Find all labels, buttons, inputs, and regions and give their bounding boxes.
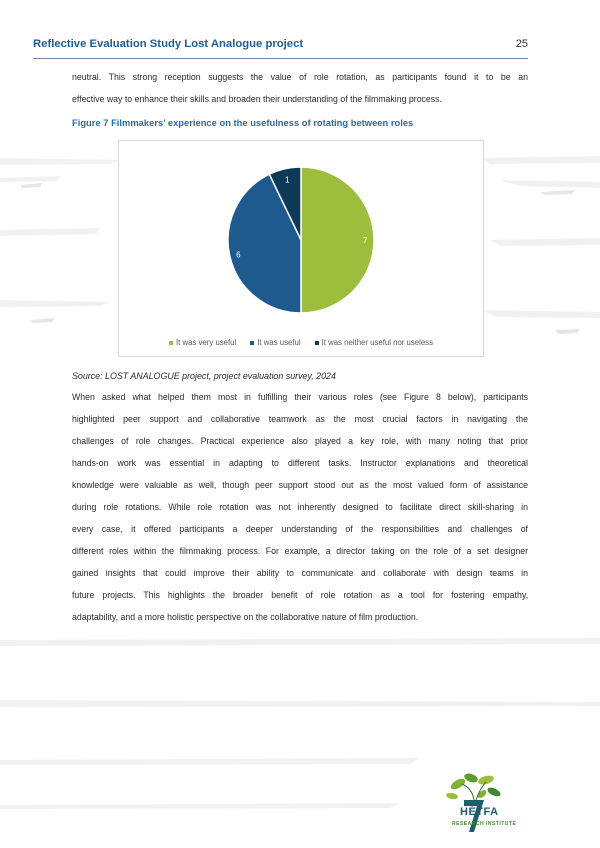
text-line: during role rotations. While role rotation was not inherently designed to facilitate direct skill-sharing in (72, 502, 528, 512)
text-line: knowledge were valuable as well, though peer support stood out as the most valued form of assistance (72, 480, 528, 490)
legend-label: It was useful (257, 338, 301, 347)
text-line: challenges of role changes. Practical experience also played a key role, with many noting that prior (72, 436, 528, 446)
page-header (33, 38, 528, 59)
logo-tagline: RESEARCH INSTITUTE (452, 821, 517, 827)
legend-swatch (250, 341, 254, 345)
legend-item (250, 338, 300, 347)
text-line: When asked what helped them most in fulfilling their various roles (see Figure 8 below), participants (72, 392, 528, 402)
body-paragraph (72, 386, 528, 628)
pie-chart-container (118, 140, 484, 357)
text-line: different roles within the filmmaking process. For example, a director taking on the role of a set designer (72, 546, 528, 556)
legend-item (315, 338, 433, 347)
report-title: Reflective Evaluation Study Lost Analogue project (33, 38, 304, 50)
legend-item (169, 338, 236, 347)
text-line: neutral. This strong reception suggests the value of role rotation, as participants found it to be an (72, 72, 528, 82)
text-line: highlighted peer support and collaborative teamwork as the most crucial factors in navigating the (72, 414, 528, 424)
legend-swatch (315, 341, 319, 345)
figure-caption: Figure 7 Filmmakers’ experience on the usefulness of rotating between roles (72, 117, 414, 128)
text-line: future projects. This highlights the broader benefit of role rotation as a tool for fostering empathy, (72, 590, 528, 600)
pie-data-label-neither: 1 (284, 175, 290, 185)
text-line: gained insights that could improve their ability to communicate and collaborate with design teams in (72, 568, 528, 578)
intro-paragraph (72, 66, 528, 110)
legend-label: It was very useful (176, 338, 237, 347)
pie-chart (119, 141, 483, 331)
legend-label: It was neither useful nor useless (321, 338, 433, 347)
chart-legend (119, 338, 483, 347)
legend-swatch (169, 341, 173, 345)
text-line: effective way to enhance their skills and broaden their understanding of the filmmaking process. (72, 94, 442, 104)
text-line: every case, it offered participants a deeper understanding of the responsibilities and challenges of (72, 524, 528, 534)
text-line: adaptability, and a more holistic perspective on the collaborative nature of film production. (72, 612, 419, 622)
page-number: 25 (515, 38, 528, 50)
pie-data-label-useful: 6 (236, 250, 241, 260)
figure-source: Source: LOST ANALOGUE project, project evaluation survey, 2024 (72, 371, 336, 381)
pie-data-label-very-useful: 7 (363, 236, 368, 245)
text-line: hands-on work was essential in adapting to different tasks. Instructor explanations and theoretical (72, 458, 528, 468)
logo-wordmark: HÉTFA (460, 806, 499, 818)
